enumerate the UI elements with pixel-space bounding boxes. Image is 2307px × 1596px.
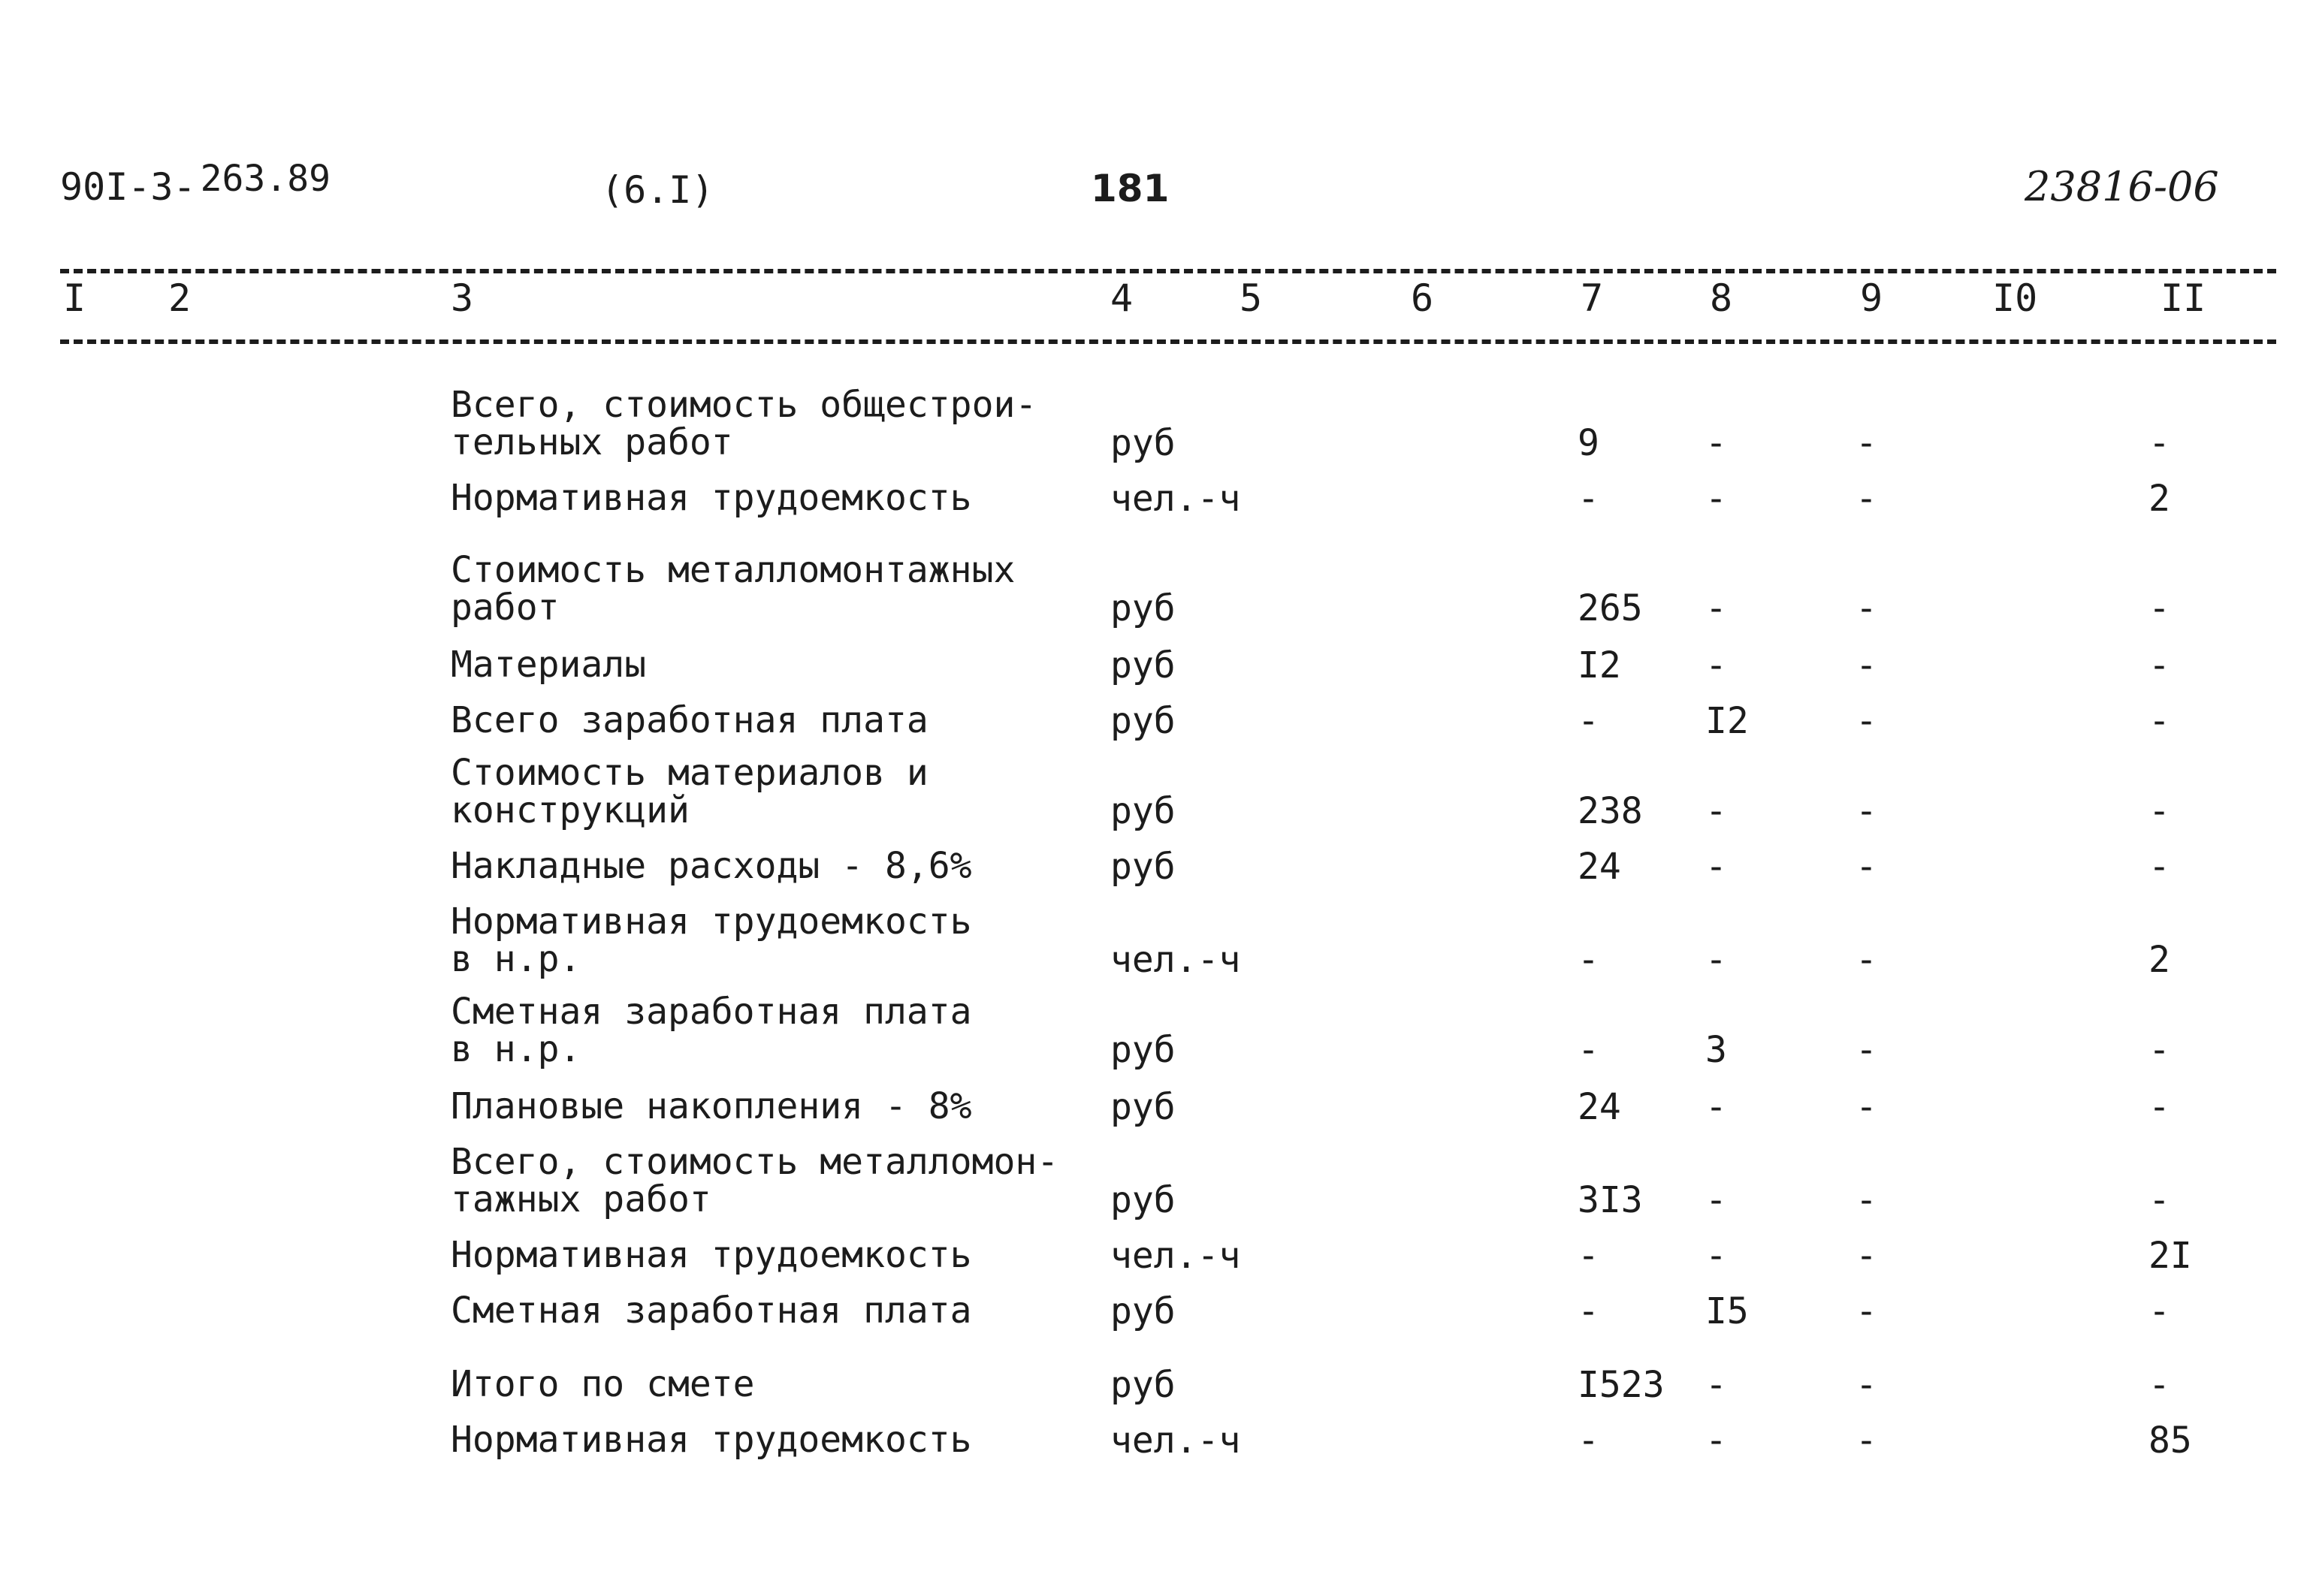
col7-value: 24 [1578, 846, 1621, 888]
row-description [451, 754, 929, 829]
col8-value: I2 [1705, 700, 1749, 742]
row-description-line: Плановые накопления - 8% [451, 1085, 972, 1127]
row-description [451, 1143, 1058, 1218]
col7-value: - [1578, 1235, 1599, 1277]
row-description-line: Сметная заработная плата [451, 1290, 972, 1332]
unit-cell: чел.-ч [1110, 478, 1241, 520]
column-number: 4 [1110, 276, 1134, 320]
unit-cell: руб [1110, 846, 1176, 888]
unit-cell: руб [1110, 644, 1176, 686]
row-description-line: Материалы [451, 644, 647, 686]
col7-value: 9 [1578, 422, 1599, 464]
row-description [451, 386, 1037, 461]
row-description-line: в н.р. [451, 1028, 581, 1070]
col7-value: - [1578, 1029, 1599, 1071]
col8-value: - [1705, 587, 1727, 629]
page-number: 181 [1091, 167, 1170, 210]
col9-value: - [1856, 478, 1877, 520]
column-number: I0 [1992, 276, 2038, 320]
column-number: 6 [1411, 276, 1434, 320]
col7-value: 265 [1578, 587, 1643, 629]
row-description [451, 644, 647, 686]
col8-value: - [1705, 846, 1727, 888]
col11-value: 2 [2148, 478, 2170, 520]
row-description [451, 479, 972, 517]
row-description-line: Итого по смете [451, 1363, 755, 1405]
col11-value: - [2148, 846, 2170, 888]
col9-value: - [1856, 939, 1877, 981]
col8-value: I5 [1705, 1290, 1749, 1332]
column-number: 7 [1581, 276, 1604, 320]
unit-cell: чел.-ч [1110, 1235, 1241, 1277]
col9-value: - [1856, 1029, 1877, 1071]
col9-value: - [1856, 422, 1877, 464]
row-description-line: Всего, стоимость металломон- [451, 1141, 1059, 1183]
col11-value: - [2148, 1179, 2170, 1221]
row-description [451, 549, 1016, 629]
col7-value: 238 [1578, 790, 1643, 832]
row-description-line: Нормативная трудоемкость [451, 477, 972, 519]
column-number: 8 [1710, 276, 1733, 320]
row-description-line: Нормативная трудоемкость [451, 1234, 972, 1276]
col8-value: - [1705, 790, 1727, 832]
col9-value: - [1856, 846, 1877, 888]
col9-value: - [1856, 1235, 1877, 1277]
row-description [451, 1365, 755, 1403]
col9-value: - [1856, 790, 1877, 832]
col11-value: 2 [2148, 939, 2170, 981]
col11-value: - [2148, 587, 2170, 629]
col11-value: - [2148, 1290, 2170, 1332]
unit-cell: чел.-ч [1110, 1420, 1241, 1462]
col9-value: - [1856, 1086, 1877, 1128]
row-description-line: в н.р. [451, 938, 581, 980]
project-code-sub: 263.89 [200, 158, 331, 200]
col8-value: - [1705, 1086, 1727, 1128]
unit-cell: руб [1110, 587, 1176, 629]
col11-value: - [2148, 700, 2170, 742]
col7-value: I2 [1578, 644, 1621, 686]
project-code [60, 158, 331, 209]
col11-value: 85 [2148, 1420, 2192, 1462]
unit-cell: руб [1110, 1029, 1176, 1071]
row-description [451, 701, 929, 739]
col8-value: - [1705, 1235, 1727, 1277]
col7-value: - [1578, 478, 1599, 520]
col11-value: - [2148, 644, 2170, 686]
row-description-line: тельных работ [451, 421, 733, 463]
inventory-number: 23816-06 [2025, 163, 2219, 210]
col11-value: - [2148, 790, 2170, 832]
col7-value: - [1578, 700, 1599, 742]
col8-value: - [1705, 939, 1727, 981]
col8-value: - [1705, 1420, 1727, 1462]
project-code-main: 90I-3- [60, 165, 196, 209]
column-number: I [63, 276, 86, 320]
row-description-line: конструкций [451, 789, 690, 831]
row-description-line: Накладные расходы - 8,6% [451, 845, 972, 887]
row-description-line: Стоимость материалов и [451, 752, 929, 794]
unit-cell: руб [1110, 790, 1176, 832]
row-description-line: Всего заработная плата [451, 699, 929, 741]
column-number: 2 [168, 276, 192, 320]
table-top-rule [60, 269, 2276, 273]
col9-value: - [1856, 1179, 1877, 1221]
col7-value: - [1578, 1290, 1599, 1332]
col7-value: 24 [1578, 1086, 1621, 1128]
col11-value: - [2148, 1029, 2170, 1071]
row-description [451, 1421, 972, 1459]
col9-value: - [1856, 1364, 1877, 1406]
column-number: 3 [451, 276, 474, 320]
row-description [451, 1085, 972, 1127]
row-description-line: тажных работ [451, 1178, 711, 1220]
column-number: 9 [1860, 276, 1883, 320]
unit-cell: руб [1110, 1086, 1176, 1128]
row-description-line: Всего, стоимость общестрои- [451, 384, 1037, 426]
unit-cell: чел.-ч [1110, 939, 1241, 981]
row-description [451, 903, 972, 978]
unit-cell: руб [1110, 422, 1176, 464]
col9-value: - [1856, 587, 1877, 629]
column-number: II [2161, 276, 2206, 320]
unit-cell: руб [1110, 1290, 1176, 1332]
col8-value: - [1705, 1179, 1727, 1221]
col11-value: 2I [2148, 1235, 2192, 1277]
col9-value: - [1856, 1420, 1877, 1462]
row-description [451, 847, 972, 885]
col8-value: - [1705, 422, 1727, 464]
col8-value: - [1705, 644, 1727, 686]
section-number: (6.I) [601, 168, 714, 212]
col8-value: - [1705, 1364, 1727, 1406]
column-number: 5 [1240, 276, 1263, 320]
row-description-line: Стоимость металломонтажных [451, 549, 1016, 591]
col9-value: - [1856, 700, 1877, 742]
unit-cell: руб [1110, 700, 1176, 742]
col7-value: 3I3 [1578, 1179, 1643, 1221]
col11-value: - [2148, 1364, 2170, 1406]
col9-value: - [1856, 1290, 1877, 1332]
unit-cell: руб [1110, 1364, 1176, 1406]
col9-value: - [1856, 644, 1877, 686]
col8-value: 3 [1705, 1029, 1727, 1071]
row-description-line: Сметная заработная плата [451, 991, 972, 1033]
row-description [451, 1236, 972, 1274]
col8-value: - [1705, 478, 1727, 520]
table-header-rule [60, 339, 2276, 344]
row-description-line: работ [451, 587, 560, 629]
row-description [451, 993, 972, 1068]
row-description-line: Нормативная трудоемкость [451, 901, 972, 943]
col7-value: - [1578, 939, 1599, 981]
col7-value: I523 [1578, 1364, 1665, 1406]
col7-value: - [1578, 1420, 1599, 1462]
row-description [451, 1290, 972, 1332]
unit-cell: руб [1110, 1179, 1176, 1221]
row-description-line: Нормативная трудоемкость [451, 1419, 972, 1461]
col11-value: - [2148, 422, 2170, 464]
col11-value: - [2148, 1086, 2170, 1128]
